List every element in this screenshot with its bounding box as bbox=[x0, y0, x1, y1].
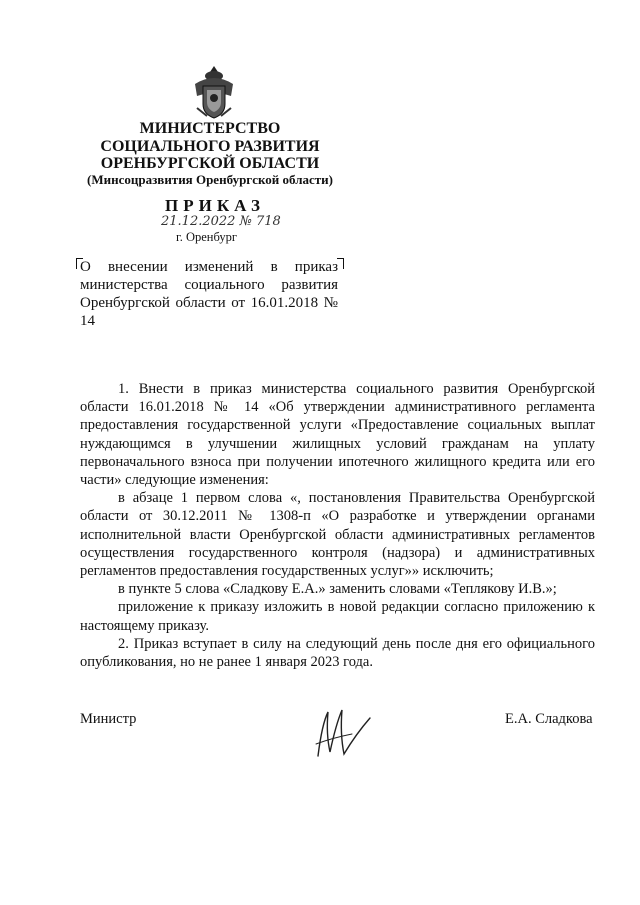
org-name-line3: ОРЕНБУРГСКОЙ ОБЛАСТИ bbox=[100, 155, 320, 172]
paragraph-3: в пункте 5 слова «Сладкову Е.А.» заменить словами «Теплякову И.В.»; bbox=[118, 581, 557, 598]
signature-image bbox=[312, 704, 374, 762]
signer-position: Министр bbox=[80, 711, 137, 727]
paragraph-4: приложение к приказу изложить в новой редакции согласно приложению к настоящему приказу. bbox=[80, 599, 595, 634]
document-type: ПРИКАЗ bbox=[165, 196, 265, 215]
order-date-number: 21.12.2022 № 718 bbox=[161, 214, 281, 229]
title-bracket-right bbox=[337, 258, 344, 269]
paragraph-5: 2. Приказ вступает в силу на следующий день после дня его официального опубликования, но не ранее 1 января 2023 года. bbox=[80, 635, 595, 671]
signer-name: Е.А. Сладкова bbox=[505, 711, 593, 727]
org-name-line1: МИНИСТЕРСТВО bbox=[139, 120, 281, 137]
document-body bbox=[80, 380, 595, 671]
org-name-line2: СОЦИАЛЬНОГО РАЗВИТИЯ bbox=[100, 138, 320, 155]
paragraph-2: в абзаце 1 первом слова «, постановления Правительства Оренбургской области от 30.12.2011 № 1308-п «О разработке и утверждении органами исполнительной власти Оренбургской области административных регламентов осуществления государственного контроля (надзора) и административных регламентов предоставления государственных услуг»» исключить; bbox=[80, 490, 595, 580]
order-city: г. Оренбург bbox=[176, 230, 237, 244]
document-title: О внесении изменений в приказ министерства социального развития Оренбургской области от 16.01.2018 № 14 bbox=[80, 259, 338, 329]
coat-of-arms-icon bbox=[191, 64, 237, 122]
paragraph-1: 1. Внести в приказ министерства социального развития Оренбургской области 16.01.2018 № 14 «Об утверждении административного регламента предоставления государственной услуги «Предоставление социальных выплат нуждающимся в улучшении жилищных условий гражданам на уплату первоначального взноса при получении ипотечного жилищного кредита или его части» следующие изменения: bbox=[80, 381, 595, 489]
org-short-name: (Минсоцразвития Оренбургской области) bbox=[87, 172, 333, 187]
